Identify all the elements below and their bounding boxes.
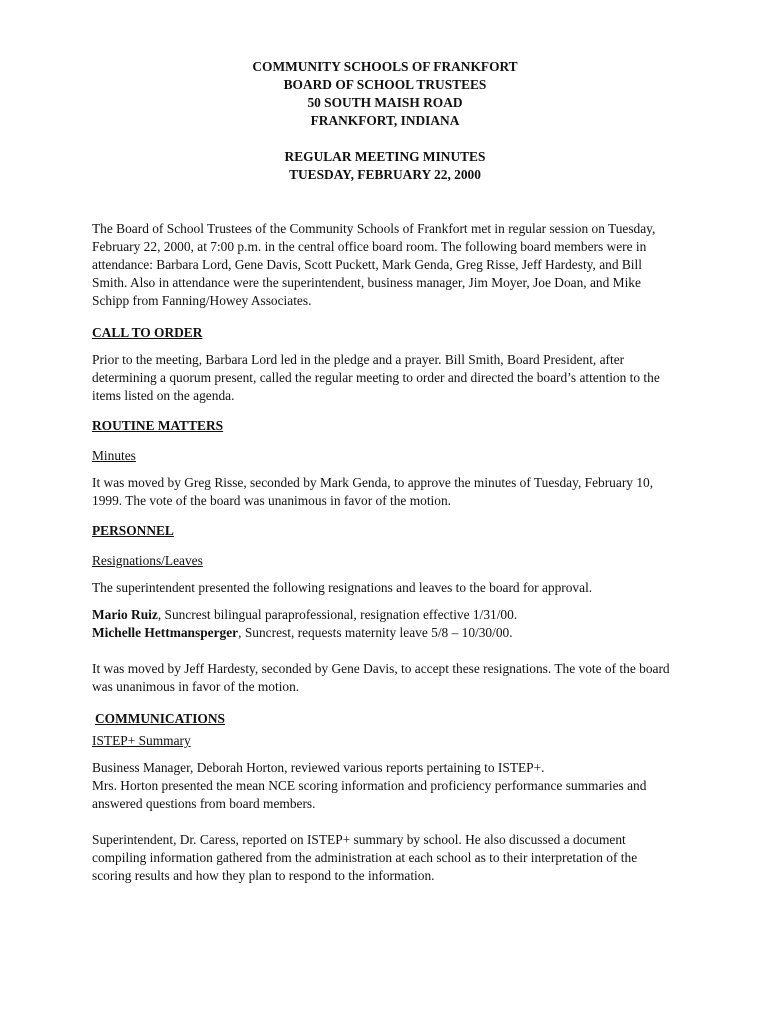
resignations-intro: The superintendent presented the following resignations and leaves to the board for approval. [92,580,593,595]
resignations-list [92,606,678,642]
istep-subheading: ISTEP+ Summary [92,733,191,748]
employee-name: Michelle Hettmansperger [92,625,239,640]
employee-detail: , Suncrest, requests maternity leave 5/8 – 10/30/00. [238,625,513,640]
minutes-subheading: Minutes [92,448,136,463]
routine-matters-heading: ROUTINE MATTERS [92,418,224,433]
istep-paragraph-2: Superintendent, Dr. Caress, reported on ISTEP+ summary by school. He also discussed a document compiling information gathered from the administration at each school as to their interpretation of the scoring results and how they plan to respond to the information. [92,832,638,883]
personnel-heading: PERSONNEL [92,523,174,538]
employee-detail: , Suncrest bilingual paraprofessional, resignation effective 1/31/00. [157,607,518,622]
list-item [92,606,678,624]
header-meeting-type: REGULAR MEETING MINUTES [284,149,486,164]
header-city: FRANKFORT, INDIANA [310,113,460,128]
call-to-order-heading: CALL TO ORDER [92,325,203,340]
list-item [92,624,678,642]
header-board: BOARD OF SCHOOL TRUSTEES [283,77,487,92]
header-meeting-date: TUESDAY, FEBRUARY 22, 2000 [289,167,481,182]
resignations-motion: It was moved by Jeff Hardesty, seconded by Gene Davis, to accept these resignations. The vote of the board was unanimous in favor of the motion. [92,661,670,694]
communications-heading: COMMUNICATIONS [95,711,225,726]
minutes-text: It was moved by Greg Risse, seconded by Mark Genda, to approve the minutes of Tuesday, February 10, 1999. The vote of the board was unanimous in favor of the motion. [92,475,654,508]
resignations-subheading: Resignations/Leaves [92,553,203,568]
header-address: 50 SOUTH MAISH ROAD [307,95,463,110]
istep-paragraph-1-line-1: Business Manager, Deborah Horton, reviewed various reports pertaining to ISTEP+. [92,760,545,775]
intro-paragraph: The Board of School Trustees of the Community Schools of Frankfort met in regular session on Tuesday, February 22, 2000, at 7:00 p.m. in the central office board room. The following board members were in attendance: Barbara Lord, Gene Davis, Scott Puckett, Mark Genda, Greg Risse, Jeff Hardesty, and Bill Smith. Also in attendance were the superintendent, business manager, Jim Moyer, Joe Doan, and Mike Schipp from Fanning/Howey Associates. [92,221,656,308]
employee-name: Mario Ruiz [92,607,158,622]
istep-paragraph-1-line-2: Mrs. Horton presented the mean NCE scoring information and proficiency performance summaries and answered questions from board members. [92,778,647,811]
call-to-order-text: Prior to the meeting, Barbara Lord led in the pledge and a prayer. Bill Smith, Board President, after determining a quorum present, called the regular meeting to order and directed the board’s attention to the items listed on the agenda. [92,352,660,403]
document-header [92,58,678,184]
header-organization: COMMUNITY SCHOOLS OF FRANKFORT [252,59,518,74]
istep-paragraph-1 [92,759,678,813]
